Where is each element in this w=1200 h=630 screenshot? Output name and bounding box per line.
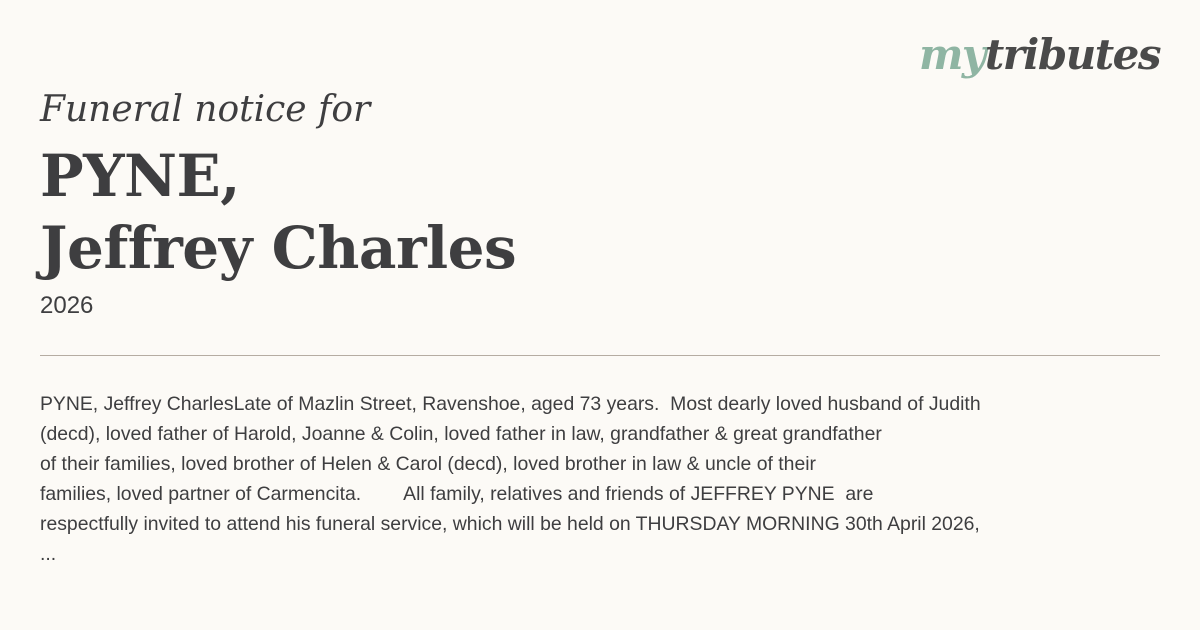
notice-year: 2026	[40, 292, 94, 319]
notice-ellipsis: ...	[40, 543, 57, 565]
notice-line: respectfully invited to attend his funeral service, which will be held on THURSDAY MORNING 30th April 2026,	[40, 513, 980, 535]
notice-line: families, loved partner of Carmencita. All family, relatives and friends of JEFFREY PYNE are	[40, 483, 874, 505]
divider	[40, 355, 1160, 356]
logo-tributes-text: tributes	[984, 30, 1160, 79]
logo-my-text: my	[918, 30, 985, 79]
mytributes-logo[interactable]	[918, 30, 1160, 79]
notice-line: PYNE, Jeffrey CharlesLate of Mazlin Street, Ravenshoe, aged 73 years. Most dearly loved husband of Judith	[40, 393, 981, 415]
deceased-given-names: Jeffrey Charles	[40, 214, 517, 282]
notice-kicker: Funeral notice for	[40, 89, 371, 130]
notice-text	[40, 389, 1160, 569]
notice-line: of their families, loved brother of Helen & Carol (decd), loved brother in law & uncle of their	[40, 453, 817, 475]
deceased-surname: PYNE,	[40, 142, 240, 210]
notice-line: (decd), loved father of Harold, Joanne & Colin, loved father in law, grandfather & great grandfather	[40, 423, 882, 445]
deceased-name	[40, 140, 516, 284]
